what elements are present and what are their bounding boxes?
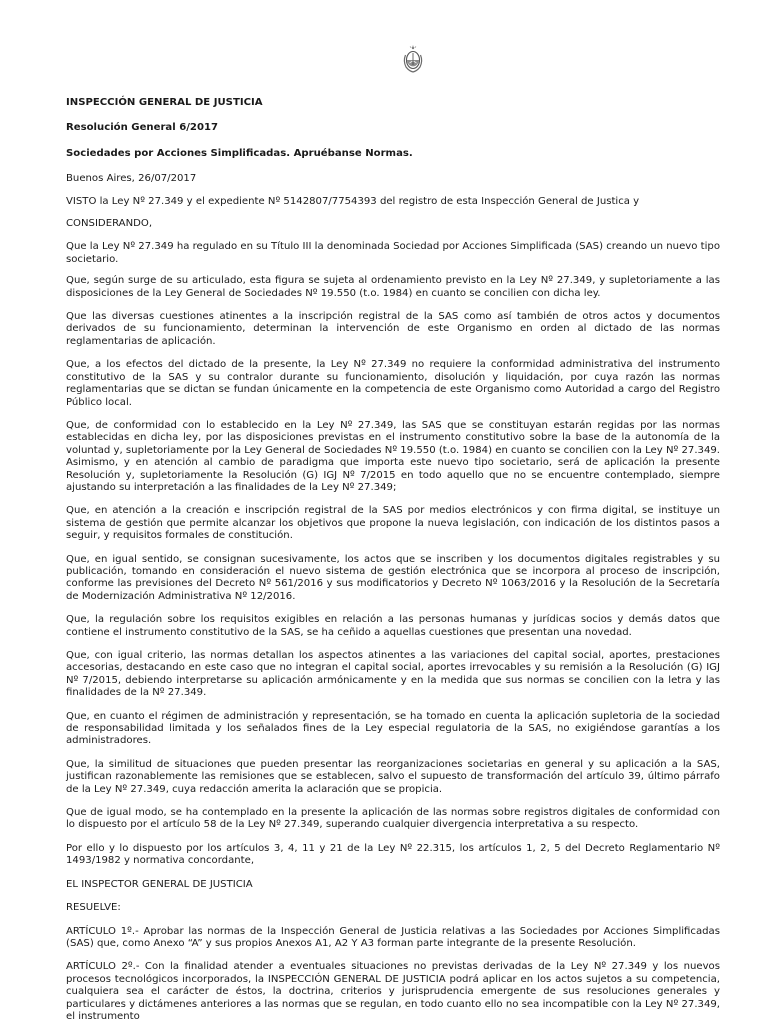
resolution-number: Resolución General 6/2017 bbox=[66, 122, 219, 134]
considerando-paragraph: Que, a los efectos del dictado de la presente, la Ley Nº 27.349 no requiere la conformidad administrativa del instrumento constitutivo de la SAS y su contralor durante su funcionamiento, disolución y liquidación, por cuya razón las normas reglamentarias que se dictan se fundan únicamente en la competencia de este Organismo como Autoridad a cargo del Registro Público local. bbox=[66, 359, 720, 408]
visto-paragraph: VISTO la Ley Nº 27.349 y el expediente Nº 5142807/7754393 del registro de esta Inspección General de Justica y bbox=[66, 195, 640, 207]
considerando-heading: CONSIDERANDO, bbox=[66, 218, 153, 230]
considerando-paragraph: Que, con igual criterio, las normas detallan los aspectos atinentes a las variaciones del capital social, aportes, prestaciones accesorias, destacando en este caso que no integran el capital social, aportes irrevocables y su remisión a la Resolución (G) IGJ Nº 7/2015, debiendo interpretarse su aplicación armónicamente y en la medida que sus normas se concilien con la letra y las finalidades de la Nº 27.349. bbox=[66, 650, 720, 699]
article-1: ARTÍCULO 1º.- Aprobar las normas de la Inspección General de Justicia relativas a las Sociedades por Acciones Simplificadas (SAS) que, como Anexo “A” y sus propios Anexos A1, A2 Y A3 forman parte integrante de la presente Resolución. bbox=[66, 925, 720, 949]
considerando-paragraph: Que, en cuanto el régimen de administración y representación, se ha tomado en cuenta la aplicación supletoria de la sociedad de responsabilidad limitada y los señalados fines de la Ley especial regulatoria de la SAS, no exigiéndose garantías a los administradores. bbox=[66, 710, 720, 747]
considerando-paragraph: Que, según surge de su articulado, esta figura se sujeta al ordenamiento previsto en la Ley Nº 27.349, y supletoriamente a las disposiciones de la Ley General de Sociedades Nº 19.550 (t.o. 1984) en cuanto se concilien con dicha ley. bbox=[66, 275, 720, 299]
considerando-paragraph: Que la Ley Nº 27.349 ha regulado en su Título III la denominada Sociedad por Acciones Simplificada (SAS) creando un nuevo tipo societario. bbox=[66, 241, 720, 265]
por-ello-paragraph: Por ello y lo dispuesto por los artículos 3, 4, 11 y 21 de la Ley Nº 22.315, los artículos 1, 2, 5 del Decreto Reglamentario Nº 1493/1982 y normativa concordante, bbox=[66, 842, 720, 867]
institution-heading: INSPECCIÓN GENERAL DE JUSTICIA bbox=[66, 97, 263, 108]
considerando-paragraph: Que, la similitud de situaciones que pueden presentar las reorganizaciones societarias en general y su aplicación a la SAS, justifican razonablemente las remisiones que se establecen, salvo el supuesto de transformación del artículo 39, último párrafo de la Ley Nº 27.349, cuya redacción amerita la aclaración que se propicia. bbox=[66, 758, 720, 795]
article-2: ARTÍCULO 2º.- Con la finalidad atender a eventuales situaciones no previstas derivadas de la Ley Nº 27.349 y los nuevos procesos tecnológicos incorporados, la INSPECCIÓN GENERAL DE JUSTICIA podrá aplicar en los actos sujetos a su competencia, cualquiera sea el carácter de éstos, la doctrina, criterios y jurisprudencia emergente de sus resoluciones generales y particulares y dictámenes anteriores a las normas que se regulan, en todo cuanto ello no sea incompatible con la Ley Nº 27.349, el instrumento bbox=[66, 961, 720, 1022]
considerando-paragraph: Que de igual modo, se ha contemplado en la presente la aplicación de las normas sobre registros digitales de conformidad con lo dispuesto por el artículo 58 de la Ley Nº 27.349, superando cualquier divergencia interpretativa a su respecto. bbox=[66, 807, 720, 831]
considerando-paragraph: Que, en atención a la creación e inscripción registral de la SAS por medios electrónicos y con firma digital, se instituye un sistema de gestión que permite alcanzar los objetivos que propone la nueva legislación, con indicación de los distintos pasos a seguir, y requisitos formales de constitución. bbox=[66, 505, 720, 542]
considerando-paragraph: Que, la regulación sobre los requisitos exigibles en relación a las personas humanas y jurídicas socios y demás datos que contiene el instrumento constitutivo de la SAS, se ha ceñido a aquellas cuestiones que presentan una novedad. bbox=[66, 614, 720, 638]
resuelve-heading: RESUELVE: bbox=[66, 902, 121, 914]
resolution-subject: Sociedades por Acciones Simplificadas. Apruébanse Normas. bbox=[66, 147, 413, 159]
considerando-paragraph: Que, de conformidad con lo establecido en la Ley Nº 27.349, las SAS que se constituyan estarán regidas por las normas establecidas en dicha ley, por las disposiciones previstas en el instrumento constitutivo sobre la base de la autonomía de la voluntad y, supletoriamente por la Ley General de Sociedades Nº 19.550 (t.o. 1984) en cuanto se concilien con la Ley Nº 27.349. Asimismo, y en atención al cambio de paradigma que importa este nuevo tipo societario, será de aplicación la presente Resolución y, supletoriamente la Resolución (G) IGJ Nº 7/2015 en todo aquello que no se encuentre contemplado, siempre ajustando su interpretación a las finalidades de la Ley Nº 27.349; bbox=[66, 419, 720, 493]
document-body bbox=[66, 96, 720, 1023]
considerando-paragraph: Que, en igual sentido, se consignan sucesivamente, los actos que se inscriben y los documentos digitales registrables y su publicación, tomando en consideración el nuevo sistema de gestión electrónica que se incorpora al proceso de inscripción, conforme las previsiones del Decreto Nº 561/2016 y sus modificatorios y Decreto Nº 1063/2016 y la Resolución de la Secretaría de Modernización Administrativa Nº 12/2016. bbox=[66, 553, 720, 602]
date-line: Buenos Aires, 26/07/2017 bbox=[66, 173, 197, 185]
inspector-heading: EL INSPECTOR GENERAL DE JUSTICIA bbox=[66, 878, 253, 890]
argentine-coat-of-arms-icon bbox=[402, 45, 424, 73]
considerando-paragraph: Que las diversas cuestiones atinentes a la inscripción registral de la SAS como así también de otros actos y documentos derivados de su funcionamiento, determinan la intervención de este Organismo en orden al dictado de las normas reglamentarias de aplicación. bbox=[66, 311, 720, 347]
